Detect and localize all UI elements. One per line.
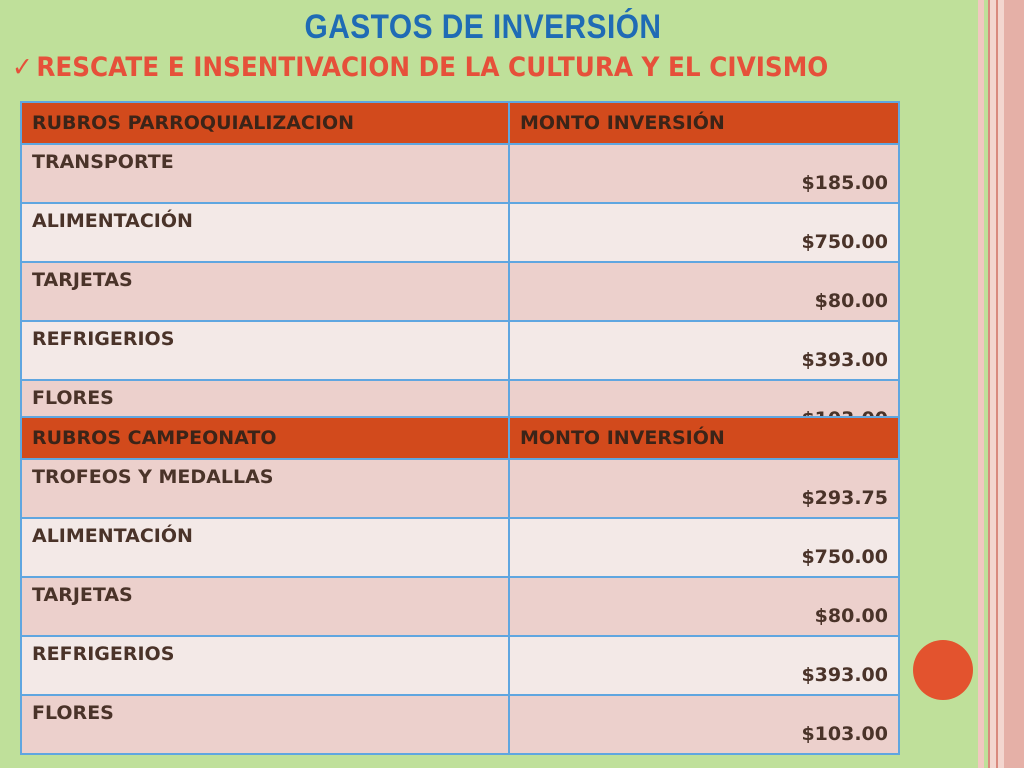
- subtitle-text: RESCATE E INSENTIVACION DE LA CULTURA Y EL CIVISMO: [36, 52, 829, 83]
- table-row: [21, 321, 899, 380]
- item-name-cell: REFRIGERIOS: [21, 321, 509, 380]
- table-row: [21, 203, 899, 262]
- table-row: [21, 695, 899, 754]
- amount-cell: $750.00: [509, 518, 899, 577]
- item-name-cell: ALIMENTACIÓN: [21, 518, 509, 577]
- slide-subtitle: [12, 52, 890, 83]
- column-header-rubros: RUBROS PARROQUIALIZACION: [21, 102, 509, 144]
- table-row: [21, 459, 899, 518]
- table-row: [21, 518, 899, 577]
- amount-cell: $103.00: [509, 695, 899, 754]
- decorative-circle: [913, 640, 973, 700]
- item-name-cell: TARJETAS: [21, 577, 509, 636]
- table-row: [21, 144, 899, 203]
- column-header-monto: MONTO INVERSIÓN: [509, 417, 899, 459]
- checkmark-icon: ✓: [12, 52, 33, 83]
- item-name-cell: REFRIGERIOS: [21, 636, 509, 695]
- item-name-cell: FLORES: [21, 380, 509, 439]
- amount-cell: $185.00: [509, 144, 899, 203]
- amount-cell: $750.00: [509, 203, 899, 262]
- table-header-row: [21, 102, 899, 144]
- table-row: [21, 262, 899, 321]
- investment-table-parroquializacion: [20, 101, 900, 440]
- slide-title: GASTOS DE INVERSIÓN: [304, 8, 662, 46]
- table-row: [21, 636, 899, 695]
- item-name-cell: TARJETAS: [21, 262, 509, 321]
- amount-cell: $293.75: [509, 459, 899, 518]
- column-header-monto: MONTO INVERSIÓN: [509, 102, 899, 144]
- item-name-cell: FLORES: [21, 695, 509, 754]
- item-name-cell: ALIMENTACIÓN: [21, 203, 509, 262]
- amount-cell: $393.00: [509, 636, 899, 695]
- amount-cell: $80.00: [509, 577, 899, 636]
- amount-cell: $80.00: [509, 262, 899, 321]
- amount-cell: $393.00: [509, 321, 899, 380]
- decorative-stripe: [1004, 0, 1024, 768]
- table-row: [21, 577, 899, 636]
- item-name-cell: TROFEOS Y MEDALLAS: [21, 459, 509, 518]
- table-header-row: [21, 417, 899, 459]
- investment-table-campeonato: [20, 416, 900, 755]
- column-header-rubros: RUBROS CAMPEONATO: [21, 417, 509, 459]
- item-name-cell: TRANSPORTE: [21, 144, 509, 203]
